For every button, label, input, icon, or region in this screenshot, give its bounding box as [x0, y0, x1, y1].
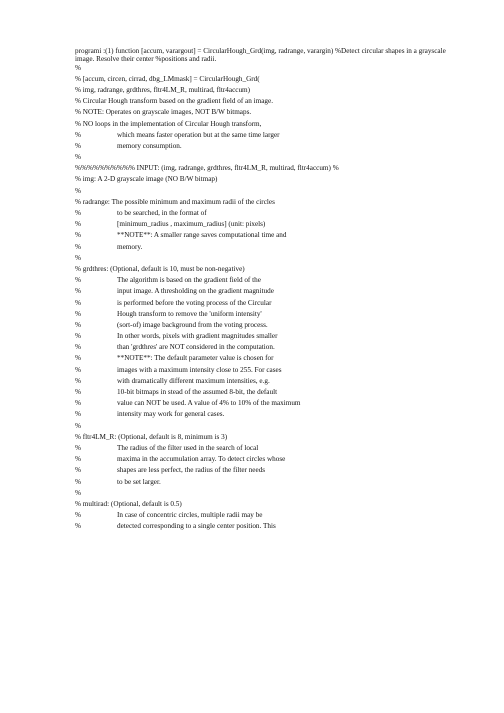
line-prefix: %: [75, 354, 81, 363]
line-text: % radrange: The possible minimum and maximum radii of the circles: [75, 197, 275, 206]
line-text: **NOTE**: A smaller range saves computational time and: [117, 231, 287, 240]
line-text: **NOTE**: The default parameter value is chosen for: [117, 354, 274, 363]
comment-line: [75, 287, 455, 298]
comment-line: [75, 299, 455, 310]
line-text: memory.: [117, 242, 143, 251]
comment-line: [75, 388, 455, 399]
line-prefix: %: [75, 242, 81, 251]
line-text: % img, radrange, grdthres, fltr4LM_R, multirad, fltr4accum): [75, 85, 251, 94]
line-prefix: %: [75, 231, 81, 240]
line-prefix: %: [75, 466, 81, 475]
line-prefix: %: [75, 522, 81, 531]
comment-line: [75, 120, 455, 131]
line-text: In other words, pixels with gradient magnitudes smaller: [117, 332, 278, 341]
line-text: % multirad: (Optional, default is 0.5): [75, 499, 182, 508]
line-prefix: %: [75, 63, 81, 72]
line-prefix: %: [75, 153, 81, 162]
comment-line: [75, 399, 455, 410]
comment-line: [75, 142, 455, 153]
line-prefix: %: [75, 511, 81, 520]
heading-paragraph: programi :(1) function [accum, varargout] = CircularHough_Grd(img, radrange, varargin) %Detect circular shapes in a grayscale image. Resolve their center %positions and radii.: [75, 47, 446, 64]
line-text: input image. A thresholding on the gradient magnitude: [117, 287, 274, 296]
line-prefix: %: [75, 309, 81, 318]
line-text: value can NOT be used. A value of 4% to 10% of the maximum: [117, 399, 301, 408]
line-prefix: %: [75, 298, 81, 307]
line-prefix: %: [75, 388, 81, 397]
comment-line: [75, 198, 455, 209]
comment-line: [75, 354, 455, 365]
line-text: than 'grdthres' are NOT considered in the computation.: [117, 343, 275, 352]
comment-line: [75, 489, 455, 500]
line-text: detected corresponding to a single center position. This: [117, 522, 276, 531]
line-prefix: %: [75, 477, 81, 486]
line-prefix: %: [75, 365, 81, 374]
line-prefix: %: [75, 253, 81, 262]
comment-line: [75, 466, 455, 477]
line-text: with dramatically different maximum intensities, e.g.: [117, 376, 270, 385]
comment-line: [75, 153, 455, 164]
comment-line: [75, 455, 455, 466]
comment-line: [75, 265, 455, 276]
comment-line: [75, 187, 455, 198]
line-text: images with a maximum intensity close to 255. For cases: [117, 365, 282, 374]
comment-line: [75, 231, 455, 242]
comment-line: [75, 220, 455, 231]
line-text: % NO loops in the implementation of Circular Hough transform,: [75, 119, 262, 128]
line-prefix: %: [75, 287, 81, 296]
line-text: % NOTE: Operates on grayscale images, NOT B/W bitmaps.: [75, 108, 252, 117]
line-text: is performed before the voting process of the Circular: [117, 298, 272, 307]
comment-line: [75, 433, 455, 444]
comment-line: [75, 108, 455, 119]
comment-line: [75, 75, 455, 86]
line-prefix: %: [75, 141, 81, 150]
line-text: Hough transform to remove the 'uniform intensity': [117, 309, 262, 318]
line-prefix: %: [75, 376, 81, 385]
line-prefix: %: [75, 410, 81, 419]
comment-line: [75, 321, 455, 332]
line-prefix: %: [75, 186, 81, 195]
comment-line: [75, 478, 455, 489]
comment-line: [75, 522, 455, 533]
comment-line: [75, 377, 455, 388]
line-text: shapes are less perfect, the radius of the filter needs: [117, 466, 266, 475]
line-text: % [accum, circen, cirrad, dbg_LMmask] = CircularHough_Grd(: [75, 74, 260, 83]
comment-line: [75, 500, 455, 511]
line-text: to be searched, in the format of: [117, 209, 207, 218]
line-prefix: %: [75, 332, 81, 341]
line-prefix: %: [75, 399, 81, 408]
comment-line: [75, 276, 455, 287]
comment-line: [75, 131, 455, 142]
line-text: The algorithm is based on the gradient field of the: [117, 276, 261, 285]
comment-line: [75, 422, 455, 433]
line-prefix: %: [75, 209, 81, 218]
line-prefix: %: [75, 130, 81, 139]
comment-line: [75, 86, 455, 97]
line-prefix: %: [75, 421, 81, 430]
line-text: memory consumption.: [117, 141, 182, 150]
comment-line: [75, 444, 455, 455]
comment-line: [75, 254, 455, 265]
comment-line: [75, 332, 455, 343]
code-comment-lines: [75, 64, 455, 534]
line-prefix: %: [75, 320, 81, 329]
comment-line: [75, 97, 455, 108]
line-text: 10-bit bitmaps in stead of the assumed 8-bit, the default: [117, 388, 278, 397]
line-text: % img: A 2-D grayscale image (NO B/W bitmap): [75, 175, 218, 184]
line-text: to be set larger.: [117, 477, 161, 486]
comment-line: [75, 175, 455, 186]
comment-line: [75, 209, 455, 220]
document-body: [75, 47, 455, 533]
line-text: intensity may work for general cases.: [117, 410, 225, 419]
comment-line: [75, 511, 455, 522]
line-text: %%%%%%%%%% INPUT: (img, radrange, grdthres, fltr4LM_R, multirad, fltr4accum) %: [75, 164, 339, 173]
line-prefix: %: [75, 455, 81, 464]
line-text: The radius of the filter used in the search of local: [117, 443, 259, 452]
comment-line: [75, 64, 455, 75]
line-prefix: %: [75, 276, 81, 285]
line-prefix: %: [75, 443, 81, 452]
comment-line: [75, 410, 455, 421]
line-text: % Circular Hough transform based on the gradient field of an image.: [75, 97, 273, 106]
comment-line: [75, 164, 455, 175]
line-prefix: %: [75, 343, 81, 352]
line-text: [minimum_radius , maximum_radius] (unit: pixels): [117, 220, 266, 229]
comment-line: [75, 310, 455, 321]
comment-line: [75, 366, 455, 377]
line-prefix: %: [75, 220, 81, 229]
line-text: % fltr4LM_R: (Optional, default is 8, minimum is 3): [75, 432, 228, 441]
line-text: maxima in the accumulation array. To detect circles whose: [117, 455, 286, 464]
line-text: which means faster operation but at the same time larger: [117, 130, 280, 139]
line-text: % grdthres: (Optional, default is 10, must be non-negative): [75, 264, 245, 273]
comment-line: [75, 343, 455, 354]
line-text: (sort-of) image background from the voting process.: [117, 320, 268, 329]
line-text: In case of concentric circles, multiple radii may be: [117, 511, 263, 520]
comment-line: [75, 243, 455, 254]
line-prefix: %: [75, 488, 81, 497]
